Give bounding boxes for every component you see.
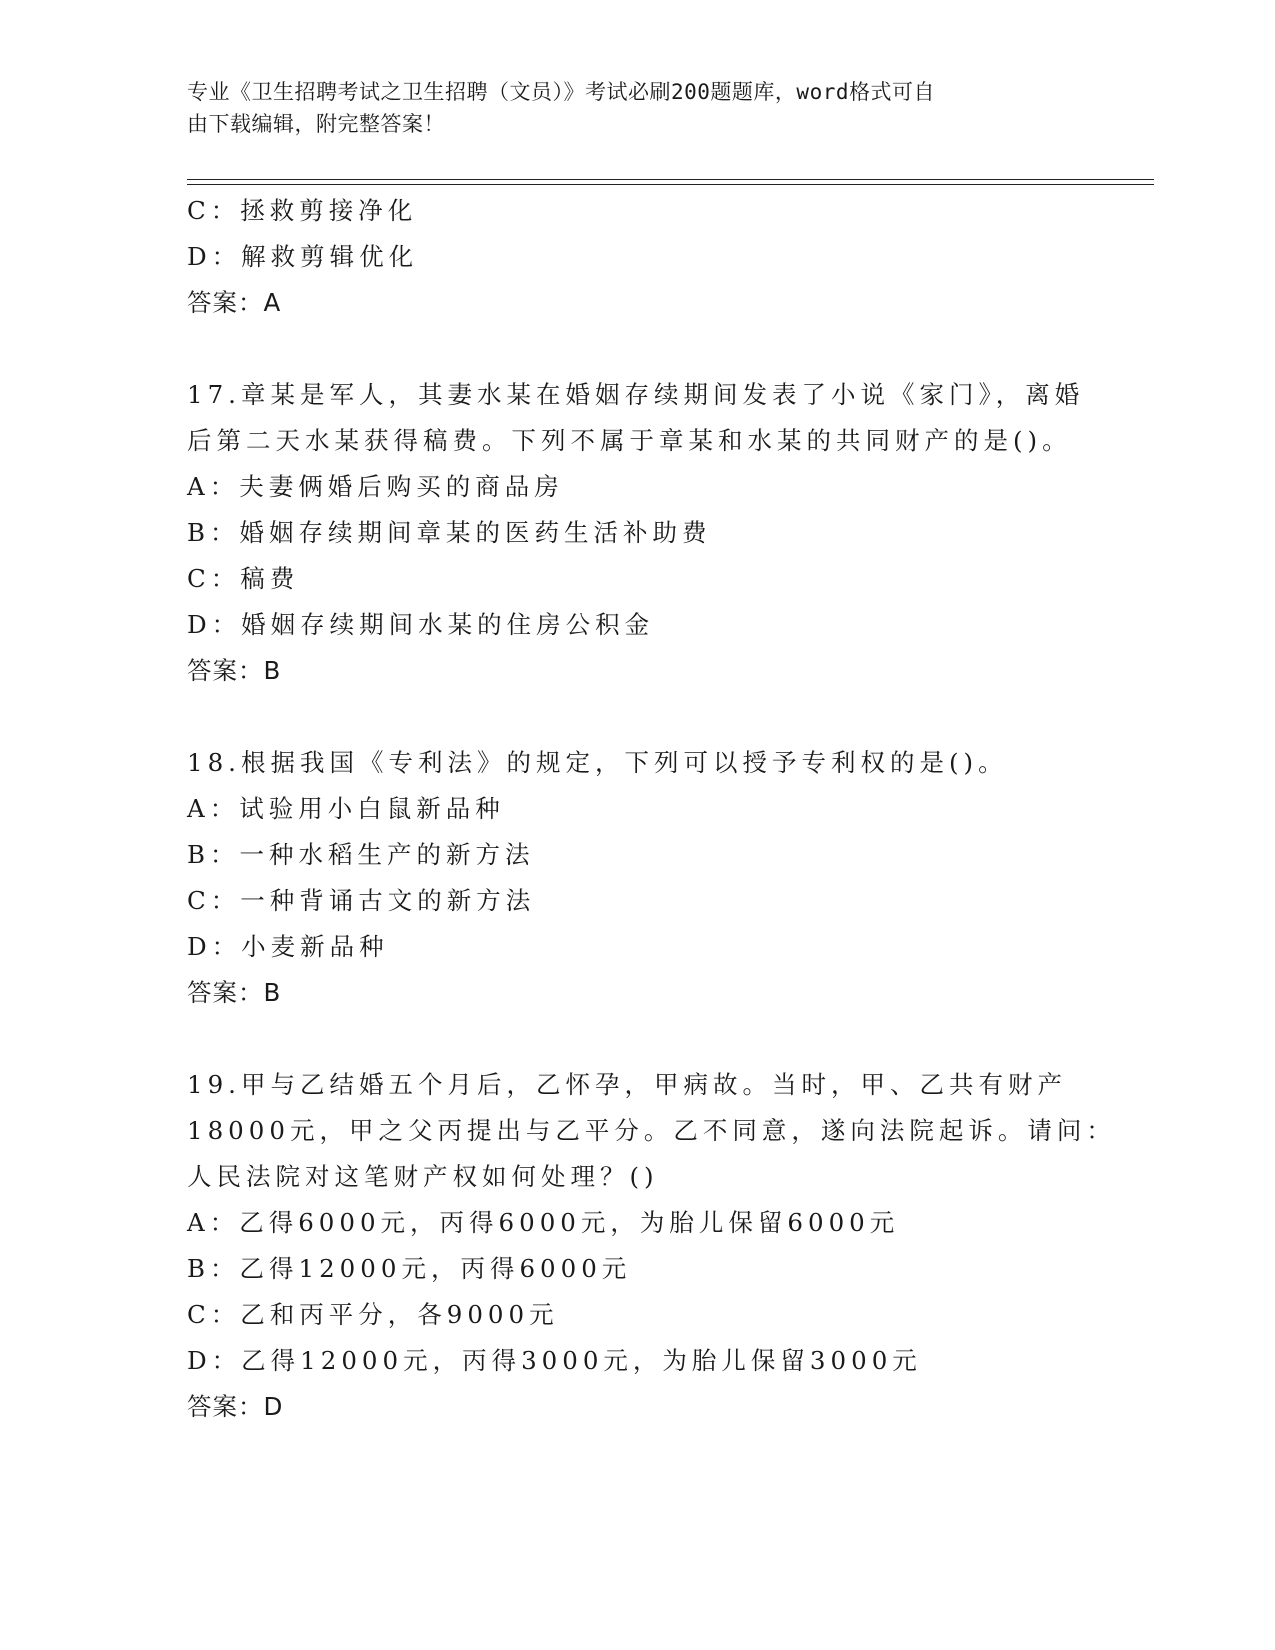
option-d: D：婚姻存续期间水某的住房公积金 — [187, 610, 655, 639]
header-rule-top — [187, 179, 1154, 180]
answer-line: 答案：B — [187, 656, 282, 685]
question-17 — [187, 372, 1087, 694]
option-d: D：解救剪辑优化 — [187, 242, 419, 271]
option-a: A：夫妻俩婚后购买的商品房 — [187, 472, 564, 501]
option-d: D：小麦新品种 — [187, 932, 389, 961]
question-stem: 17.章某是军人，其妻水某在婚姻存续期间发表了小说《家门》，离婚 — [187, 380, 1085, 409]
option-c: C：一种背诵古文的新方法 — [187, 886, 536, 915]
question-19 — [187, 1062, 1116, 1430]
option-d: D：乙得12000元，丙得3000元，为胎儿保留3000元 — [187, 1346, 922, 1375]
option-b: B：婚姻存续期间章某的医药生活补助费 — [187, 518, 712, 547]
question-list — [187, 188, 1116, 1430]
header-rule-bottom — [187, 184, 1154, 185]
question-stem: 后第二天水某获得稿费。下列不属于章某和水某的共同财产的是()。 — [187, 426, 1072, 455]
question-stem: 18.根据我国《专利法》的规定，下列可以授予专利权的是()。 — [187, 748, 1008, 777]
option-b: B：一种水稻生产的新方法 — [187, 840, 535, 869]
question-18 — [187, 740, 1087, 1016]
option-c: C：乙和丙平分，各9000元 — [187, 1300, 559, 1329]
option-a: A：乙得6000元，丙得6000元，为胎儿保留6000元 — [187, 1208, 900, 1237]
option-b: B：乙得12000元，丙得6000元 — [187, 1254, 632, 1283]
option-c: C：拯救剪接净化 — [187, 196, 418, 225]
option-c: C：稿费 — [187, 564, 300, 593]
question-stem: 18000元，甲之父丙提出与乙平分。乙不同意，遂向法院起诉。请问： — [187, 1116, 1116, 1145]
answer-line: 答案：A — [187, 288, 282, 317]
header-line-1: 专业《卫生招聘考试之卫生招聘（文员）》考试必刷200题题库，word格式可自 — [187, 80, 935, 104]
document-header — [187, 76, 1067, 140]
option-a: A：试验用小白鼠新品种 — [187, 794, 505, 823]
question-stem: 19.甲与乙结婚五个月后，乙怀孕，甲病故。当时，甲、乙共有财产 — [187, 1070, 1067, 1099]
answer-line: 答案：B — [187, 978, 282, 1007]
question-stem: 人民法院对这笔财产权如何处理？() — [187, 1162, 659, 1191]
header-line-2: 由下载编辑，附完整答案！ — [187, 112, 445, 136]
answer-line: 答案：D — [187, 1392, 284, 1421]
